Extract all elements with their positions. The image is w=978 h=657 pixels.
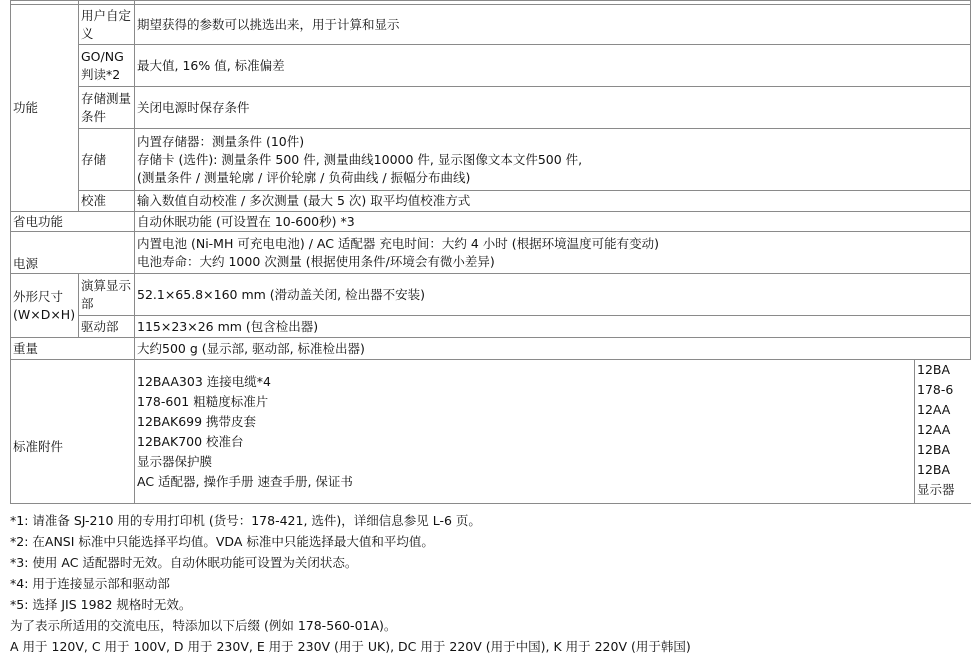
spec-sublabel: 存储测量条件 [79,87,135,129]
list-item: 12BAK700 校准台 [137,433,244,449]
list-item: 显示器保护膜 [137,453,213,469]
table-row [11,360,971,504]
dimensions-label: 外形尺寸(W×D×H) [11,274,79,338]
spec-sublabel: 演算显示部 [79,274,135,316]
accessories-list [135,360,915,504]
spec-value: 期望获得的参数可以挑选出来，用于计算和显示 [135,5,971,45]
list-item: 显示器 [917,482,955,497]
table-row [11,45,971,87]
table-row [11,232,971,274]
spec-sublabel: 驱动部 [79,316,135,338]
spec-value: 输入数值自动校准 / 多次测量 (最大 5 次) 取平均值校准方式 [135,191,971,212]
spec-label: 重量 [11,338,135,360]
list-item: 12BA [917,362,951,377]
spec-sublabel: 存储 [79,129,135,191]
spec-value: 关闭电源时保存条件 [135,87,971,129]
spec-value-multiline [135,232,971,274]
table-row [11,338,971,360]
spec-table [10,0,971,504]
list-item: 12AA [917,422,951,437]
list-item: 178-601 粗糙度标准片 [137,393,269,409]
spec-label: 省电功能 [11,212,135,232]
spec-value-multiline [135,129,971,191]
spec-label: 标准附件 [11,360,135,504]
list-item: 12BA [917,442,951,457]
table-row [11,191,971,212]
footnote: *4: 用于连接显示部和驱动部 [10,576,170,591]
storage-line: 存储卡 (选件): 测量条件 500 件, 测量曲线10000 件, 显示图像文本文件500 件, [137,151,583,167]
list-item: AC 适配器, 操作手册 速查手册, 保证书 [137,473,353,489]
list-item: 178-6 [917,382,954,397]
spec-value: 最大值, 16% 值, 标准偏差 [135,45,971,87]
spec-value: 52.1×65.8×160 mm (滑动盖关闭, 检出器不安装) [135,274,971,316]
spec-value: 大约500 g (显示部, 驱动部, 标准检出器) [135,338,971,360]
footnote: *5: 选择 JIS 1982 规格时无效。 [10,597,192,612]
spec-sublabel: 用户自定义 [79,5,135,45]
table-row [11,212,971,232]
spec-sublabel: GO/NG判读*2 [79,45,135,87]
list-item: 12BAA303 连接电缆*4 [137,373,271,389]
footnotes [10,510,970,657]
storage-line: 内置存储器：测量条件 (10件) [137,133,305,149]
list-item: 12BA [917,462,951,477]
spec-label: 电源 [11,232,135,274]
footnote: 为了表示所适用的交流电压，特添加以下后缀 (例如 178-560-01A)。 [10,618,397,633]
footnote: *3: 使用 AC 适配器时无效。自动休眠功能可设置为关闭状态。 [10,555,358,570]
list-item: 12BAK699 携带皮套 [137,413,257,429]
table-row [11,316,971,338]
table-row [11,129,971,191]
table-row [11,5,971,45]
function-group-label: 功能 [11,5,79,212]
spec-sublabel: 校准 [79,191,135,212]
list-item: 12AA [917,402,951,417]
table-row [11,87,971,129]
table-row [11,274,971,316]
power-line: 电池寿命：大约 1000 次测量 (根据使用条件/环境会有微小差异) [137,253,495,269]
footnote: *2: 在ANSI 标准中只能选择平均值。VDA 标准中只能选择最大值和平均值。 [10,534,434,549]
power-line: 内置电池 (Ni-MH 可充电电池) / AC 适配器 充电时间：大约 4 小时 (根据环境温度可能有变动) [137,235,660,251]
storage-line: (测量条件 / 测量轮廓 / 评价轮廓 / 负荷曲线 / 振幅分布曲线) [137,169,471,185]
accessories-list-cut [915,360,971,504]
footnote: *1: 请准备 SJ-210 用的专用打印机 (货号：178-421, 选件)，详细信息参见 L-6 页。 [10,513,481,528]
footnote: A 用于 120V, C 用于 100V, D 用于 230V, E 用于 230V (用于 UK), DC 用于 220V (用于中国), K 用于 220V (用于韩国) [10,639,691,654]
spec-value: 115×23×26 mm (包含检出器) [135,316,971,338]
spec-value: 自动休眠功能 (可设置在 10-600秒) *3 [135,212,971,232]
